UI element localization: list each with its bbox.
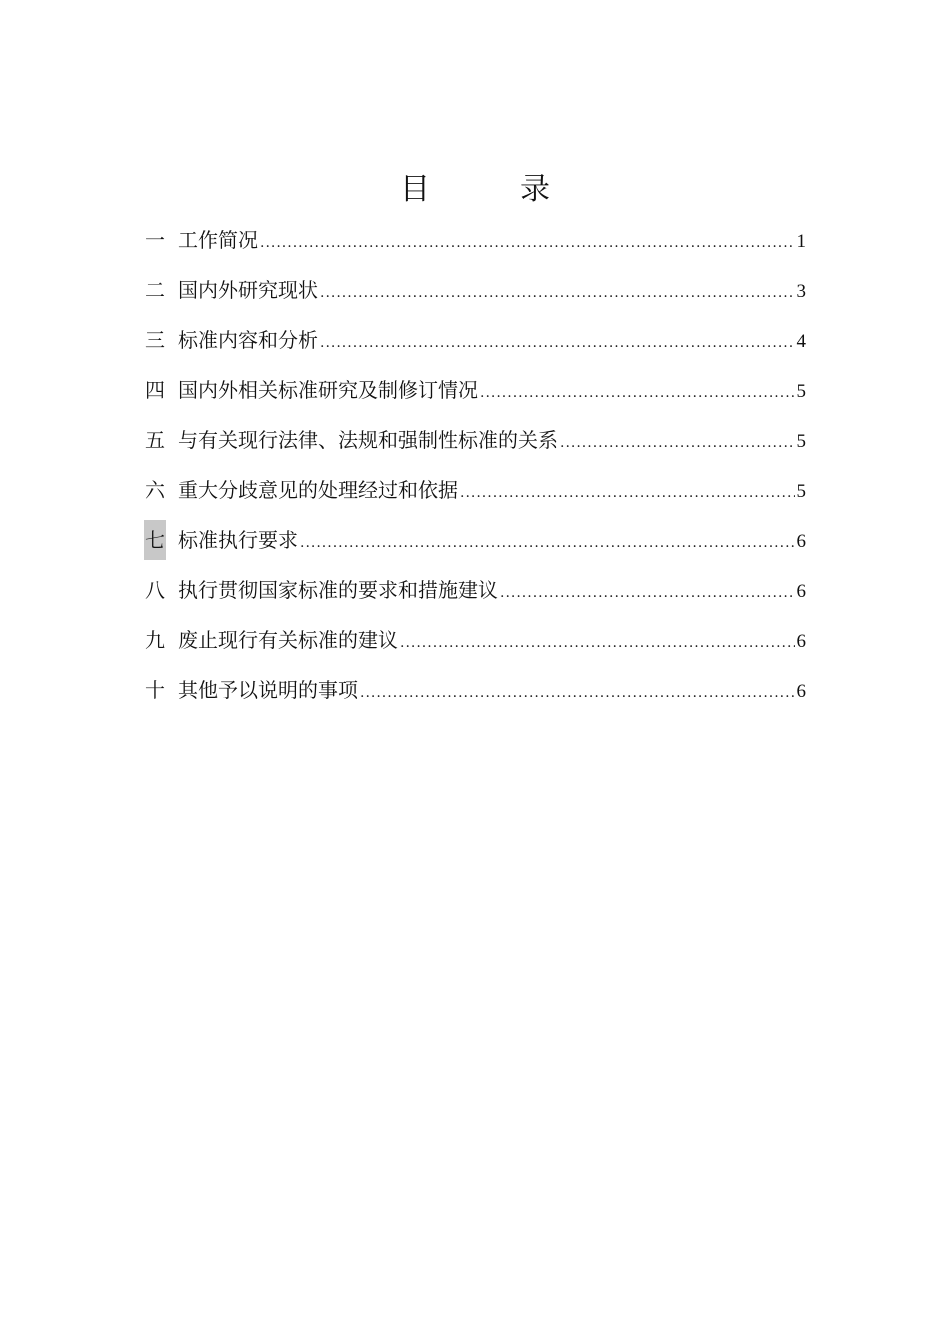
toc-entry-page: 1 [796, 231, 806, 252]
toc-entry-title: 与有关现行法律、法规和强制性标准的关系 [178, 428, 558, 452]
toc-entry-page: 6 [796, 631, 806, 652]
toc-entry-page: 5 [796, 431, 806, 452]
toc-entry-9[interactable] [144, 620, 806, 670]
table-of-contents [144, 220, 806, 720]
toc-entry-page: 6 [796, 531, 806, 552]
toc-entry-page: 6 [796, 681, 806, 702]
toc-entry-10[interactable] [144, 670, 806, 720]
toc-entry-8[interactable] [144, 570, 806, 620]
toc-dot-leader [360, 673, 795, 713]
toc-entry-page: 3 [796, 281, 806, 302]
toc-dot-leader [500, 573, 795, 613]
toc-entry-number: 九 [145, 628, 165, 652]
toc-entry-6[interactable] [144, 470, 806, 520]
toc-dot-leader [460, 473, 795, 513]
toc-entry-1[interactable] [144, 220, 806, 270]
toc-entry-number: 一 [145, 228, 165, 252]
toc-entry-title: 标准内容和分析 [178, 328, 318, 352]
toc-dot-leader [320, 273, 795, 313]
toc-entry-number: 八 [145, 578, 165, 602]
toc-dot-leader [320, 323, 795, 363]
toc-dot-leader [260, 223, 795, 263]
toc-entry-title: 重大分歧意见的处理经过和依据 [178, 478, 458, 502]
toc-entry-number-highlighted: 七 [144, 520, 166, 560]
toc-entry-number: 十 [145, 678, 165, 702]
toc-entry-number: 五 [145, 428, 165, 452]
toc-entry-page: 4 [796, 331, 806, 352]
toc-entry-title: 标准执行要求 [178, 528, 298, 552]
toc-entry-number: 六 [145, 478, 165, 502]
toc-entry-3[interactable] [144, 320, 806, 370]
toc-dot-leader [300, 523, 795, 563]
toc-entry-title: 国内外研究现状 [178, 278, 318, 302]
toc-entry-title: 国内外相关标准研究及制修订情况 [178, 378, 478, 402]
toc-entry-title: 执行贯彻国家标准的要求和措施建议 [178, 578, 498, 602]
toc-entry-number: 三 [145, 328, 165, 352]
toc-entry-title: 工作简况 [178, 228, 258, 252]
toc-entry-5[interactable] [144, 420, 806, 470]
toc-entry-number: 四 [145, 378, 165, 402]
toc-entry-4[interactable] [144, 370, 806, 420]
toc-entry-number: 二 [145, 278, 165, 302]
toc-entry-title: 其他予以说明的事项 [178, 678, 358, 702]
toc-entry-title: 废止现行有关标准的建议 [178, 628, 398, 652]
toc-entry-7[interactable] [144, 520, 806, 570]
toc-entry-page: 5 [796, 481, 806, 502]
toc-dot-leader [480, 373, 795, 413]
toc-entry-2[interactable] [144, 270, 806, 320]
page-title: 目 录 [400, 172, 580, 207]
toc-entry-page: 5 [796, 381, 806, 402]
toc-entry-page: 6 [796, 581, 806, 602]
toc-dot-leader [400, 623, 795, 663]
toc-dot-leader [560, 423, 795, 463]
